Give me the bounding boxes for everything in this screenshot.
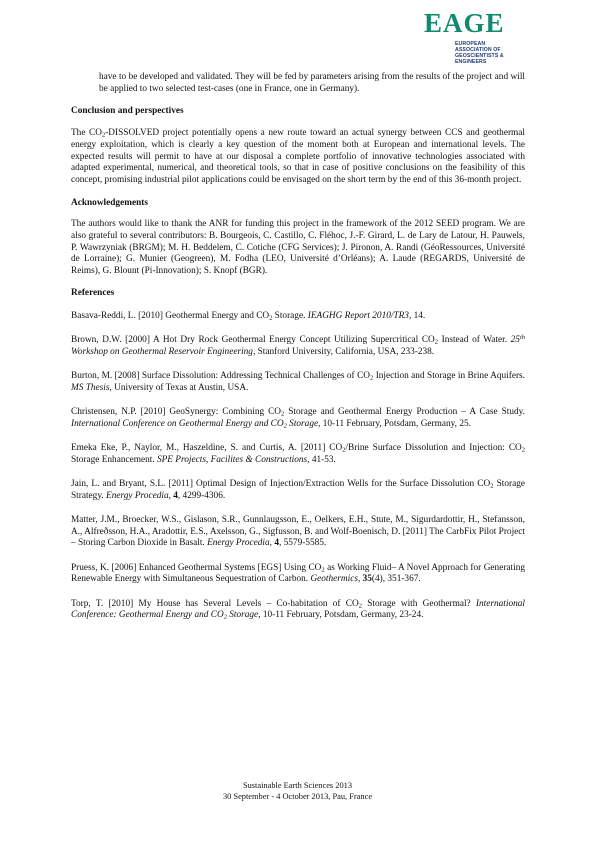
reference-item [71,599,525,622]
text-run: Workshop on Geothermal Reservoir Engineering [71,346,253,357]
subscript: 2 [370,374,374,382]
text-run: 25 [510,334,520,345]
conclusion-heading: Conclusion and perspectives [71,106,184,117]
text-run: as Working Fluid– A Novel Approach for Generating Renewable Energy with Simultaneous Sequestration of Carbon. [71,562,526,585]
text-run: International Conference: Geothermal Energy and CO [71,598,525,621]
page-footer [0,780,595,802]
subscript: 2 [283,422,287,430]
text-run: Storage [286,418,319,429]
eage-logo [424,8,544,68]
logo-wordmark: EAGE [424,8,505,38]
logo-subtitle-line: ENGINEERS [455,59,487,65]
text-run: , [269,538,275,549]
text-run: Pruess, K. [2006] Enhanced Geothermal Systems [EGS] Using CO [71,562,322,573]
reference-item [71,335,525,358]
text-run: (4), 351-367. [371,574,421,585]
text-run: Storage and Geothermal Energy Production – A Case Study. [284,406,526,417]
reference-item [71,515,525,550]
text-run: , 14. [408,310,426,321]
bold-run: 35 [362,574,372,585]
references-heading: References [71,287,115,298]
text-run: Injection and Storage in Brine Aquifers. [373,370,525,381]
text-run: , 10-11 February, Potsdam, Germany, 25. [318,418,471,429]
logo-subtitle-line: EUROPEAN [455,41,486,47]
acknowledgements-heading: Acknowledgements [71,197,148,208]
italic-run: IEAGHG Report 2010/TR3 [307,310,409,321]
italic-run [71,419,318,429]
text-run: Jain, L. and Bryant, S.L. [2011] Optimal Design of Injection/Extraction Wells for the Surface Dissolution CO [71,478,491,489]
text-run: -DISSOLVED project potentially opens a new route toward an actual synergy between CCS and geothermal energy exploitation, which is clearly a key question of the moment both at European and international levels. The expected results will permit to have at our disposal a complete portfolio of innovative technologies associated with adapted experimental, numerical, and theoretical tools, so that in case of positive conclusions on the feasibility of this concept, promising industrial pilot applications could be envisaged on the short term by the end of this 36-month project. [71,128,525,185]
text-run: , 5579-5585. [278,538,327,549]
footer-conference: Sustainable Earth Sciences 2013 [242,781,353,790]
text-run: Brown, D.W. [2000] A Hot Dry Rock Geothermal Energy Concept Utilizing Supercritical CO [71,334,435,345]
text-run: Burton, M. [2008] Surface Dissolution: Addressing Technical Challenges of CO [71,370,370,381]
reference-item [71,443,525,466]
text-run: Storage with Geothermal? [361,598,476,609]
text-run: Matter, J.M., Broecker, W.S., Gislason, S.R., Gunnlaugsson, E., Oelkers, E.H., Stute, M., Sigurdardottir, H., Stefansson, A., Alfreðsson, H.A., Aradottir, E.S., Axelsson, G., Sigfusson, B. and Wolf-Boenisch, D. [2011] The CarbFix Pilot Project – Storing Carbon Dioxide in Basalt. [71,514,525,549]
italic-run: Geothermics [310,574,358,585]
subscript: 2 [358,602,362,610]
subscript: 2 [281,410,285,418]
subscript: 2 [490,482,494,490]
reference-item [71,563,525,586]
conclusion-paragraph [71,128,525,187]
italic-run: MS Thesis [71,382,110,393]
text-run: Torp, T. [2010] My House has Several Levels – Co-habitation of CO [71,598,359,609]
text-run: Christensen, N.P. [2010] GeoSynergy: Combining CO [71,406,282,417]
subscript: 2 [223,613,227,621]
subscript: 2 [269,314,273,322]
text-run: Storage. [272,310,308,321]
text-run: Storage [226,610,259,621]
subscript: 2 [321,566,325,574]
text-run: , University of Texas at Austin, USA. [109,382,249,393]
text-run: Storage Enhancement. [71,454,157,465]
text-run: The CO [71,128,102,139]
bold-run: 4 [173,490,178,501]
text-run: Basava-Reddi, L. [2010] Geothermal Energy and CO [71,310,270,321]
text-run: , 41-53. [307,454,336,465]
reference-item [71,479,525,502]
subscript: 2 [434,338,438,346]
subscript: 2 [521,446,525,454]
subscript: 2 [342,446,346,454]
bold-run: 4 [274,538,279,549]
intro-paragraph: have to be developed and validated. They will be fed by parameters arising from the results of the project and will be applied to two selected test-cases (one in France, one in Germany). [99,72,525,94]
text-run: , [357,574,363,585]
footer-dates: 30 September - 4 October 2013, Pau, France [222,792,373,801]
text-run: , Stanford University, California, USA, 233-238. [252,346,435,357]
italic-run: Energy Procedia [207,538,270,549]
text-run: , 4299-4306. [177,490,226,501]
superscript: th [519,333,525,341]
reference-item [71,311,525,323]
text-run: International Conference on Geothermal Energy and CO [71,418,284,429]
text-run: /Brine Surface Dissolution and Injection: CO [345,442,522,453]
text-run: Storage Strategy. [71,478,525,501]
reference-item [71,371,525,394]
italic-run: SPE Projects, Facilites & Constructions [156,454,308,465]
text-run: , 10-11 February, Potsdam, Germany, 23-24. [258,610,424,621]
reference-item [71,407,525,430]
acknowledgements-paragraph: The authors would like to thank the ANR for funding this project in the framework of the 2012 SEED program. We are also grateful to several contributors: B. Bourgeois, C. Castillo, C. Fléhoc, J.-F. Girard, L. de Lary de Latour, H. Pauwels, P. Wawrzyniak (BRGM); M. H. Beddelem, C. Cotiche (CFG Services); J. Pironon, A. Randi (GéoRessources, Université de Lorraine); G. Munier (Geogreen), M. Fodha (LEO, Université d’Orléans); A. Laude (REGARDS, Université de Reims), G. Blount (Pi-Innovation); S. Knopf (BGR). [71,219,525,277]
page-content [71,72,525,635]
logo-subtitle-line: GEOSCIENTISTS & [455,53,504,59]
logo-subtitle [455,41,544,65]
text-run: Instead of Water. [438,334,511,345]
text-run: , [168,490,174,501]
logo-subtitle-line: ASSOCIATION OF [455,47,501,53]
subscript: 2 [101,131,106,139]
italic-run: Energy Procedia [106,490,169,501]
text-run: Emeka Eke, P., Naylor, M., Haszeldine, S. and Curtis, A. [2011] CO [71,442,343,453]
